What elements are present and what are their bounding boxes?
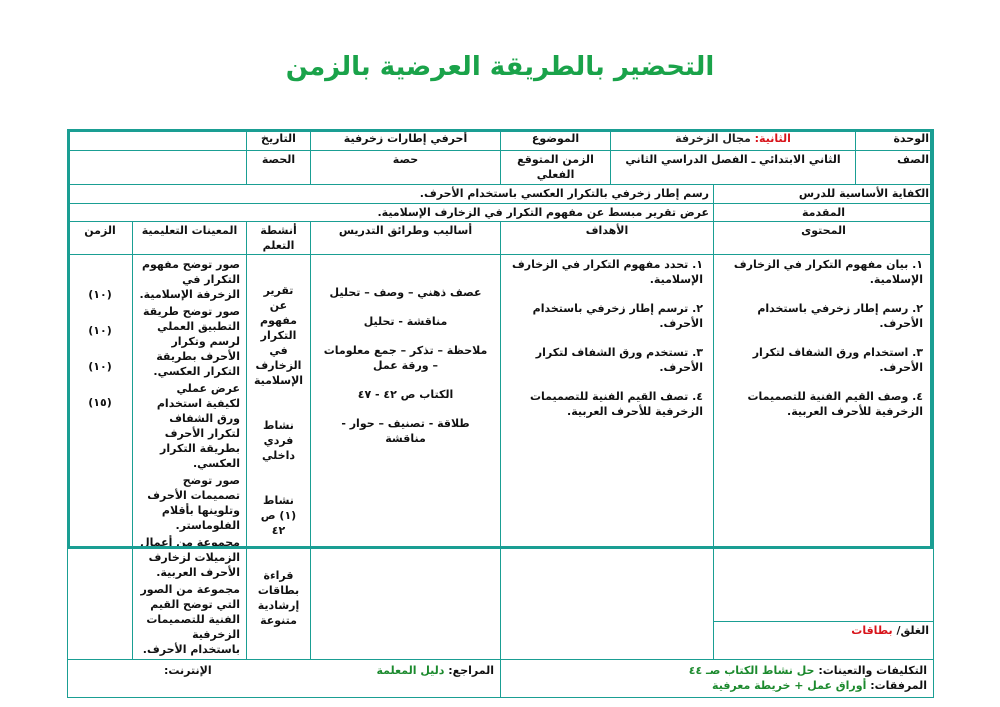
time-value: (١٠) xyxy=(88,288,112,301)
closing-cell: الغلق/ بطاقات xyxy=(714,622,934,660)
competency-value: رسم إطار زخرفي بالتكرار العكسي باستخدام الأحرف. xyxy=(68,185,714,204)
content-item: ١. بيان مفهوم التكرار في الزخارف الإسلامية. xyxy=(733,258,924,286)
intro-value: عرض تقرير مبسط عن مفهوم التكرار في الزخارف الإسلامية. xyxy=(68,204,714,222)
objective-item: ٤. تصف القيم الفنية للتصميمات الزخرفية للأحرف العربية. xyxy=(529,390,704,418)
objective-item: ١. تحدد مفهوم التكرار في الزخارف الإسلامية. xyxy=(511,258,704,286)
period-label: الحصة xyxy=(247,151,311,185)
method-item: عصف ذهني – وصف – تحليل xyxy=(329,286,482,299)
activity-item: نشاط (١) ص ٤٢ xyxy=(260,494,297,537)
method-item: مناقشة - تحليل xyxy=(363,315,448,328)
activity-item: قراءة بطاقات إرشادية متنوعة xyxy=(257,569,300,627)
content-item: ٤. وصف القيم الفنية للتصميمات الزخرفية للأحرف العربية. xyxy=(747,390,924,418)
content-item: ٢. رسم إطار زخرفي باستخدام الأحرف. xyxy=(757,302,924,330)
topic-value: أحرفي إطارات زخرفية xyxy=(311,130,501,151)
activity-item: نشاط فردي داخلي xyxy=(262,419,295,462)
col-methods: أساليب وطرائق التدريس xyxy=(311,222,501,255)
col-aids: المعينات التعليمية xyxy=(133,222,247,255)
footer-row xyxy=(68,660,934,698)
grade-value: الثاني الابتدائي ـ الفصل الدراسي الثاني xyxy=(611,151,856,185)
col-activities: أنشطة التعلم xyxy=(247,222,311,255)
time-label: الزمن المتوقع الفعلي xyxy=(501,151,611,185)
objective-item: ٣. تستخدم ورق الشفاف لتكرار الأحرف. xyxy=(535,346,704,374)
references-cell: المراجع: دليل المعلمة الإنترنت: xyxy=(68,660,501,698)
method-item: ملاحظة – تذكر – جمع معلومات – ورقة عمل xyxy=(323,344,488,372)
homework-cell: التكليفات والتعينات: حل نشاط الكتاب صـ ٤٤ المرفقات: أوراق عمل + خريطة معرفية xyxy=(501,660,934,698)
aid-item: مجموعة من أعمال الزميلات لزخارف الأحرف العربية. xyxy=(140,536,240,579)
col-content: المحتوى xyxy=(714,222,934,255)
activity-item: تقرير عن مفهوم التكرار في الزخارف الإسلامية xyxy=(253,284,304,387)
unit-label: الوحدة xyxy=(856,130,934,151)
time-value: (١٠) xyxy=(88,360,112,373)
grade-label: الصف xyxy=(856,151,934,185)
time-value: (١٠) xyxy=(88,324,112,337)
competency-label: الكفاية الأساسية للدرس xyxy=(714,185,934,204)
table-border xyxy=(67,129,933,549)
time-value: حصة xyxy=(311,151,501,185)
aid-item: صور توضح مفهوم التكرار في الزخرفة الإسلامية. xyxy=(139,258,240,301)
aid-item: صور توضح طريقة التطبيق العملي لرسم وتكرار الأحرف بطريقة التكرار العكسي. xyxy=(142,305,240,378)
page-title: التحضير بالطريقة العرضية بالزمن xyxy=(285,52,715,82)
objective-item: ٢. ترسم إطار زخرفي باستخدام الأحرف. xyxy=(532,302,704,330)
method-item: طلاقة - تصنيف – حوار - مناقشة xyxy=(341,417,470,445)
unit-value: الثانية: مجال الزخرفة xyxy=(611,130,856,151)
method-item: الكتاب ص ٤٢ - ٤٧ xyxy=(357,388,454,401)
aid-item: عرض عملي لكيفية استخدام ورق الشفاف لتكرار الأحرف بطريقة التكرار العكسي. xyxy=(156,382,240,470)
col-time: الزمن xyxy=(68,222,133,255)
aid-item: مجموعة من الصور التي توضح القيم الفنية للتصميمات الزخرفية باستخدام الأحرف. xyxy=(140,583,240,656)
aid-item: صور توضح تصميمات الأحرف وتلوينها بأقلام الفلوماستر. xyxy=(147,474,240,532)
date-label: التاريخ xyxy=(247,130,311,151)
content-item: ٣. استخدام ورق الشفاف لتكرار الأحرف. xyxy=(752,346,924,374)
intro-label: المقدمة xyxy=(714,204,934,222)
time-value: (١٥) xyxy=(88,396,112,409)
topic-label: الموضوع xyxy=(501,130,611,151)
col-objectives: الأهداف xyxy=(501,222,714,255)
